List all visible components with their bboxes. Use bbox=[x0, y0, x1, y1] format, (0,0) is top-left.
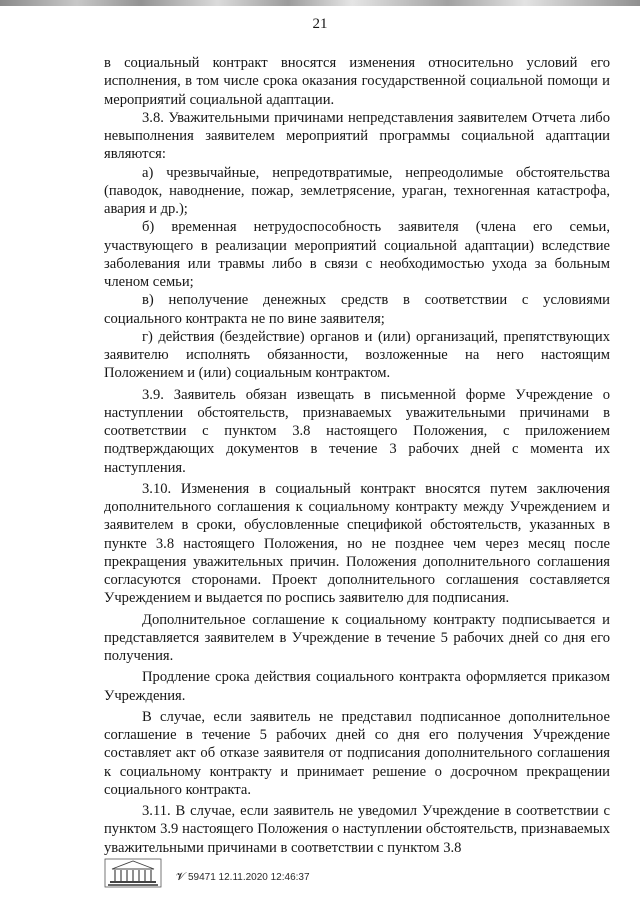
building-stamp-icon bbox=[104, 858, 162, 888]
page-number: 21 bbox=[312, 16, 328, 32]
list-item: б) временная нетрудоспособность заявителя (члена его семьи, участвующего в реализации мероприятий социальной адаптации) вследствие заболевания или травмы либо в связи с необходимостью ухода за больным членом семьи; bbox=[104, 219, 610, 290]
paragraph: 3.10. Изменения в социальный контракт вносятся путем заключения дополнительного соглашения к социальному контракту между Учреждением и заявителем в сроки, обусловленные спецификой обстоятельств, указанных в пункте 3.8 настоящего Положения, но не позднее чем через месяц после прекращения уважительных причин. Положения дополнительного соглашения согласуются сторонами. Проект дополнительного соглашения составляется Учреждением и выдается по роспись заявителю для подписания. bbox=[104, 480, 610, 607]
registration-number: 59471 12.11.2020 12:46:37 bbox=[187, 872, 310, 883]
document-mark-icon: 𝓥 bbox=[176, 870, 186, 883]
document-body bbox=[104, 54, 610, 857]
list-item: г) действия (бездействие) органов и (или) организаций, препятствующих заявителю исполнять обязанности, возложенные на него настоящим Положением и (или) социальным контрактом. bbox=[104, 328, 610, 382]
list-item: в) неполучение денежных средств в соответствии с условиями социального контракта не по вине заявителя; bbox=[104, 292, 610, 327]
paragraph: Продление срока действия социального контракта оформляется приказом Учреждения. bbox=[104, 669, 610, 704]
registration-stamp bbox=[176, 870, 310, 884]
paragraph: В случае, если заявитель не представил подписанное дополнительное соглашение в течение 5 рабочих дней со дня его получения Учреждение составляет акт об отказе заявителя от подписания дополнительного соглашения к социальному контракту и принимает решение о досрочном прекращении социального контракта. bbox=[104, 708, 610, 798]
list-item: а) чрезвычайные, непредотвратимые, непреодолимые обстоятельства (паводок, наводнение, пожар, землетрясение, ураган, техногенная катастрофа, авария и др.); bbox=[104, 164, 610, 217]
paragraph: Дополнительное соглашение к социальному контракту подписывается и представляется заявителем в Учреждение в течение 5 рабочих дней со дня его получения. bbox=[104, 611, 610, 664]
paragraph: 3.8. Уважительными причинами непредставления заявителем Отчета либо невыполнения заявителем мероприятий программы социальной адаптации являются: bbox=[104, 109, 610, 163]
paragraph: 3.9. Заявитель обязан извещать в письменной форме Учреждение о наступлении обстоятельств, признаваемых уважительными причинами в соответствии с пунктом 3.8 настоящего Положения, с приложением подтверждающих документов в течение 3 рабочих дней с момента их наступления. bbox=[104, 386, 610, 476]
paragraph: в социальный контракт вносятся изменения относительно условий его исполнения, в том числе срока оказания государственной социальной помощи и мероприятий социальной адаптации. bbox=[104, 55, 610, 108]
scan-edge bbox=[0, 0, 640, 6]
footer bbox=[104, 858, 404, 894]
paragraph: 3.11. В случае, если заявитель не уведомил Учреждение в соответствии с пунктом 3.9 настоящего Положения о наступлении обстоятельств, признаваемых уважительными причинами в соответствии с пунктом 3.8 bbox=[104, 803, 610, 856]
